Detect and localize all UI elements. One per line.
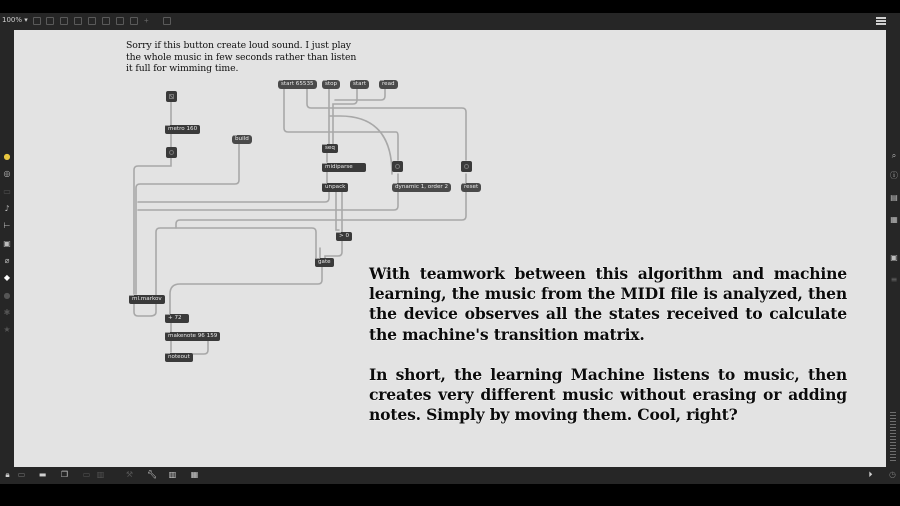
bracket-icon[interactable]: ⊢ <box>3 221 11 230</box>
camera-icon[interactable]: ▣ <box>890 253 898 262</box>
seq-object[interactable]: seq <box>322 144 338 153</box>
gear-icon[interactable]: ✱ <box>3 308 11 317</box>
makenote-object[interactable]: makenote 96 159 <box>165 332 220 341</box>
plus-object[interactable]: + 72 <box>165 314 189 323</box>
plus-icon[interactable]: + <box>144 16 149 25</box>
start-message[interactable]: start <box>350 80 369 89</box>
windows-icon[interactable]: ❐ <box>60 470 69 479</box>
play-icon[interactable]: ⏵ <box>868 470 873 479</box>
play-toggle[interactable] <box>166 91 177 102</box>
grid-toggle-icon[interactable]: ▭ <box>82 470 91 479</box>
reset-bang-button[interactable] <box>461 161 472 172</box>
target-icon[interactable]: ◎ <box>3 169 11 178</box>
debug-icon[interactable]: ⚒ <box>125 470 134 479</box>
clock-icon[interactable]: ◷ <box>889 470 896 479</box>
summary-comment: In short, the learning Machine listens to music, then creates very different music without erasing or adding notes. Simply by moving them. Cool, right? <box>369 365 847 425</box>
circle-icon[interactable]: ● <box>3 291 11 300</box>
stop-message[interactable]: stop <box>322 80 340 89</box>
lock-icon[interactable]: 🔒︎ <box>5 470 10 479</box>
keyboard-icon[interactable]: ▦ <box>190 470 199 479</box>
align-icon[interactable]: ▥ <box>96 470 105 479</box>
paperclip-icon[interactable]: ⌀ <box>4 256 10 265</box>
start-65535-message[interactable]: start 65535 <box>278 80 317 89</box>
greater-than-object[interactable]: > 0 <box>336 232 352 241</box>
image-icon[interactable]: ▣ <box>3 239 11 248</box>
metro-object[interactable]: metro 160 <box>165 125 200 134</box>
dynamic-bang-button[interactable] <box>392 161 403 172</box>
piano-icon[interactable]: ▥ <box>168 470 177 479</box>
read-message[interactable]: read <box>379 80 398 89</box>
bang-button[interactable] <box>166 147 177 158</box>
star-icon[interactable]: ★ <box>3 325 11 334</box>
reset-message[interactable]: reset <box>461 183 481 192</box>
snippet-icon[interactable]: ◆ <box>3 273 11 282</box>
layout-icon[interactable]: ▤ <box>890 193 898 202</box>
dynamic-message[interactable]: dynamic 1, order 2 <box>392 183 451 192</box>
ml-markov-object[interactable]: ml.markov <box>129 295 165 304</box>
build-message[interactable]: build <box>232 135 252 144</box>
unpack-object[interactable]: unpack <box>322 183 348 192</box>
bottom-toolbar <box>0 467 900 484</box>
chat-icon[interactable]: ▬ <box>38 470 47 479</box>
wrench-icon[interactable]: 🔧︎ <box>147 470 158 479</box>
puzzle-icon[interactable]: ● <box>3 152 11 161</box>
warning-comment: Sorry if this button create loud sound. I just play the whole music in few seconds rather than listen it full for wimming time. <box>126 40 357 74</box>
presentation-icon[interactable]: ▭ <box>17 470 26 479</box>
search-icon[interactable]: ⌕ <box>891 151 897 160</box>
square-icon[interactable]: ▭ <box>3 187 11 196</box>
zoom-dropdown[interactable]: 100% ▾ <box>2 16 28 24</box>
grid-icon[interactable]: ▦ <box>890 215 898 224</box>
midiparse-object[interactable]: midiparse <box>322 163 366 172</box>
info-icon[interactable]: ⓘ <box>890 171 898 180</box>
description-comment: With teamwork between this algorithm and machine learning, the music from the MIDI file is analyzed, then the device observes all the states received to calculate the machine's transition matrix. <box>369 264 847 344</box>
note-icon[interactable]: ♪ <box>4 204 10 213</box>
list-icon[interactable]: ≡ <box>890 275 898 284</box>
noteout-object[interactable]: noteout <box>165 353 193 362</box>
gate-object[interactable]: gate <box>315 258 334 267</box>
